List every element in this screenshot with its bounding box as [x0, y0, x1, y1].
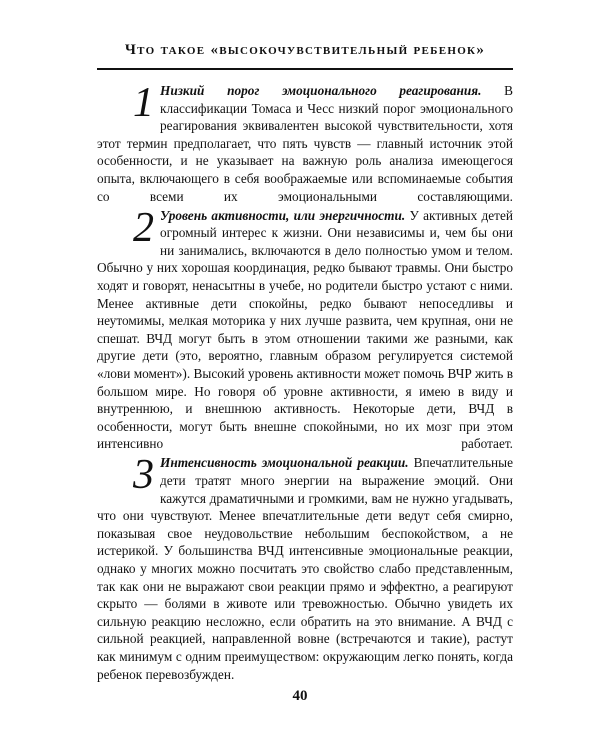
running-head: Что такое «высокочувствительный ребенок» [124, 42, 486, 58]
section-number: 1 [133, 80, 154, 126]
section-3 [97, 454, 513, 683]
section-1 [97, 82, 513, 205]
section-lead: Интенсивность эмоциональной реакции. [160, 455, 409, 471]
section-text: У активных детей огромный интерес к жизни. Они независимы и, чем бы они ни занимались, включаются в дело полностью умом и телом. Обычно у них хорошая координация, редко бывают травмы. Они быстро ходят и говорят, ненасытны в учебе, но родители быстро устают с ними. Менее активные дети спокойны, редко бывают непоседливы и неутомимы, мелкая моторика у них лучше развита, чем крупная, они не спешат. ВЧД могут быть в этом отношении такими же разными, как другие дети (это, вероятно, главным образом регулируется системой «лови момент»). Высокий уровень активности может помочь ВЧР жить в большом мире. Но говоря об уровне активности, я имею в виду и внутреннюю, и внешнюю активность. Некоторые дети, ВЧД в особенности, могут быть внешне спокойными, но их мозг при этом интенсивно работает. [97, 207, 513, 452]
section-number: 2 [133, 204, 154, 251]
section-number: 3 [133, 452, 154, 499]
section-text: В классификации Томаса и Чесс низкий порог эмоционального реагирования эквивалентен высокой чувствительности, хотя этот термин предполагает, что пять чувств — главный источник этой особенности, и не указывает на важную роль анализа имеющегося опыта, включающего в себя воображаемые или вспоминаемые события со всеми их эмоциональными составляющими. [97, 83, 513, 204]
section-lead: Низкий порог эмоционального реагирования. [160, 83, 482, 98]
section-2 [97, 204, 513, 453]
body-text [97, 82, 513, 685]
header-rule [97, 68, 513, 70]
section-text: Впечатлительные дети тратят много энергии на выражение эмоций. Они кажутся драматичными и громкими, вам не нужно угадывать, что они чувствуют. Менее впечатлительные дети ведут себя смирно, показывая свое неудовольствие небольшим беспокойством, а не истерикой. У большинства ВЧД интенсивные эмоциональные реакции, однако у многих можно посчитать это свойство слабо представленным, так как они не выражают свои реакции прямо и эффектно, а реагируют скрыто — болями в животе или тревожностью. Обычно увидеть их сильную реакцию несложно, если обратить на это внимание. А ВЧД с сильной реакцией, направленной вовне (встречаются и такие), растут как минимум с одним преимуществом: окружающим легко понять, когда ребенок перевозбужден. [97, 455, 513, 682]
page-number: 40 [292, 688, 308, 704]
section-lead: Уровень активности, или энергичности. [160, 207, 406, 223]
